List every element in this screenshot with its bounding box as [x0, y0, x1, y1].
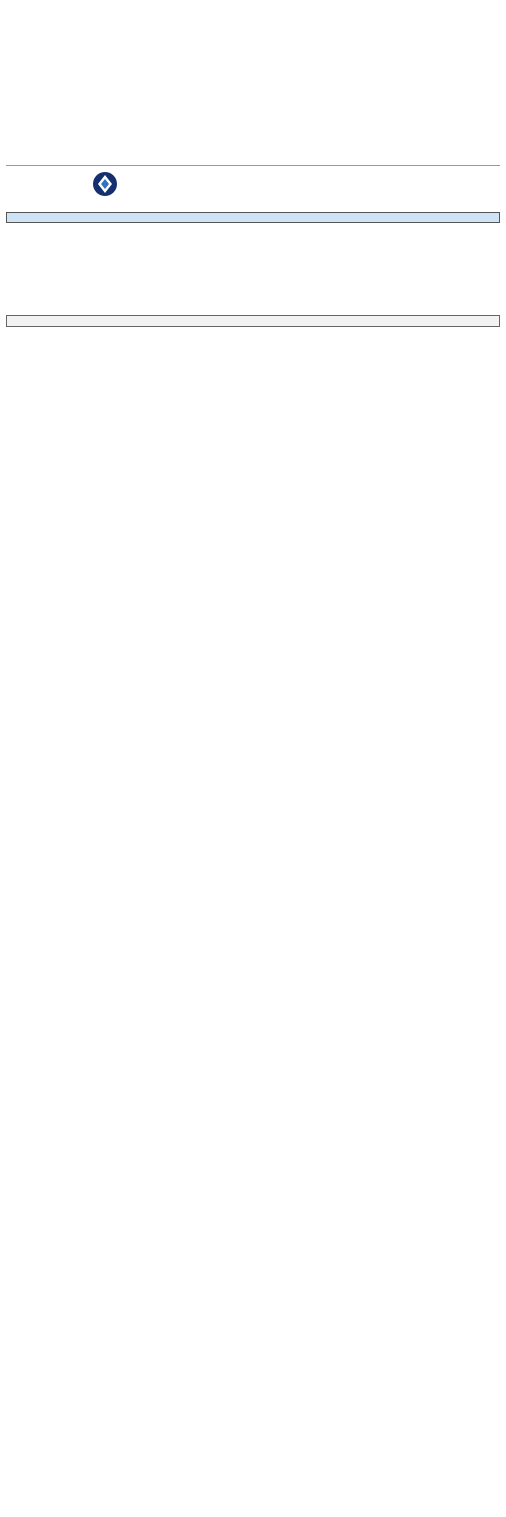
document-header — [6, 165, 500, 210]
company-logo — [8, 169, 120, 207]
schedule-header-row — [7, 213, 500, 223]
notice-block — [6, 2, 500, 162]
logo-mark-icon — [92, 171, 118, 197]
day-column-header — [7, 213, 500, 223]
schedule-table — [6, 212, 500, 223]
areas-title — [6, 315, 500, 327]
